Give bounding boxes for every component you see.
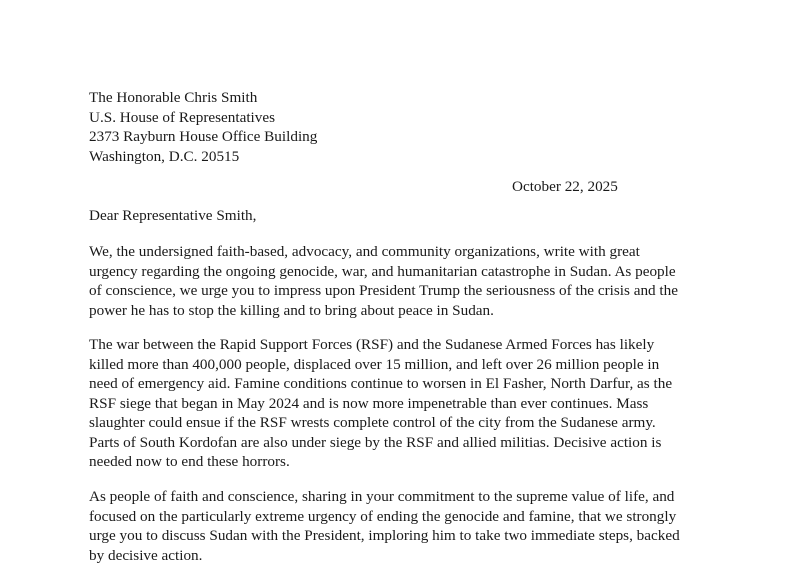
paragraph-line: slaughter could ensue if the RSF wrests complete control of the city from the Sudanese army. [89, 414, 656, 431]
letter-date: October 22, 2025 [512, 178, 618, 195]
recipient-name: The Honorable Chris Smith [89, 89, 258, 106]
paragraph-line: As people of faith and conscience, sharing in your commitment to the supreme value of life, and [89, 488, 675, 505]
recipient-street: 2373 Rayburn House Office Building [89, 128, 318, 146]
paragraph-line: urge you to discuss Sudan with the President, imploring him to take two immediate steps, backed [89, 527, 680, 544]
paragraph-line: urgency regarding the ongoing genocide, war, and humanitarian catastrophe in Sudan. As people [89, 262, 676, 280]
paragraph-request [89, 487, 709, 565]
salutation: Dear Representative Smith, [89, 207, 257, 224]
paragraph-situation [89, 335, 709, 472]
paragraph-line: RSF siege that began in May 2024 and is now more impenetrable than ever continues. Mass [89, 394, 649, 412]
paragraph-line: We, the undersigned faith-based, advocacy, and community organizations, write with great [89, 243, 640, 260]
recipient-city: Washington, D.C. 20515 [89, 147, 240, 165]
paragraph-line: focused on the particularly extreme urgency of ending the genocide and famine, that we strongly [89, 507, 677, 525]
recipient-address [89, 88, 317, 166]
paragraph-line: by decisive action. [89, 546, 203, 564]
recipient-office: U.S. House of Representatives [89, 108, 276, 126]
paragraph-intro [89, 242, 709, 320]
paragraph-line: power he has to stop the killing and to bring about peace in Sudan. [89, 301, 494, 319]
paragraph-line: of conscience, we urge you to impress upon President Trump the seriousness of the crisis and the [89, 282, 678, 299]
paragraph-line: need of emergency aid. Famine conditions continue to worsen in El Fasher, North Darfur, as the [89, 375, 673, 392]
paragraph-line: Parts of South Kordofan are also under siege by the RSF and allied militias. Decisive action is [89, 433, 662, 451]
paragraph-line: needed now to end these horrors. [89, 453, 290, 470]
paragraph-line: killed more than 400,000 people, displaced over 15 million, and left over 26 million people in [89, 355, 660, 373]
paragraph-line: The war between the Rapid Support Forces (RSF) and the Sudanese Armed Forces has likely [89, 336, 655, 353]
